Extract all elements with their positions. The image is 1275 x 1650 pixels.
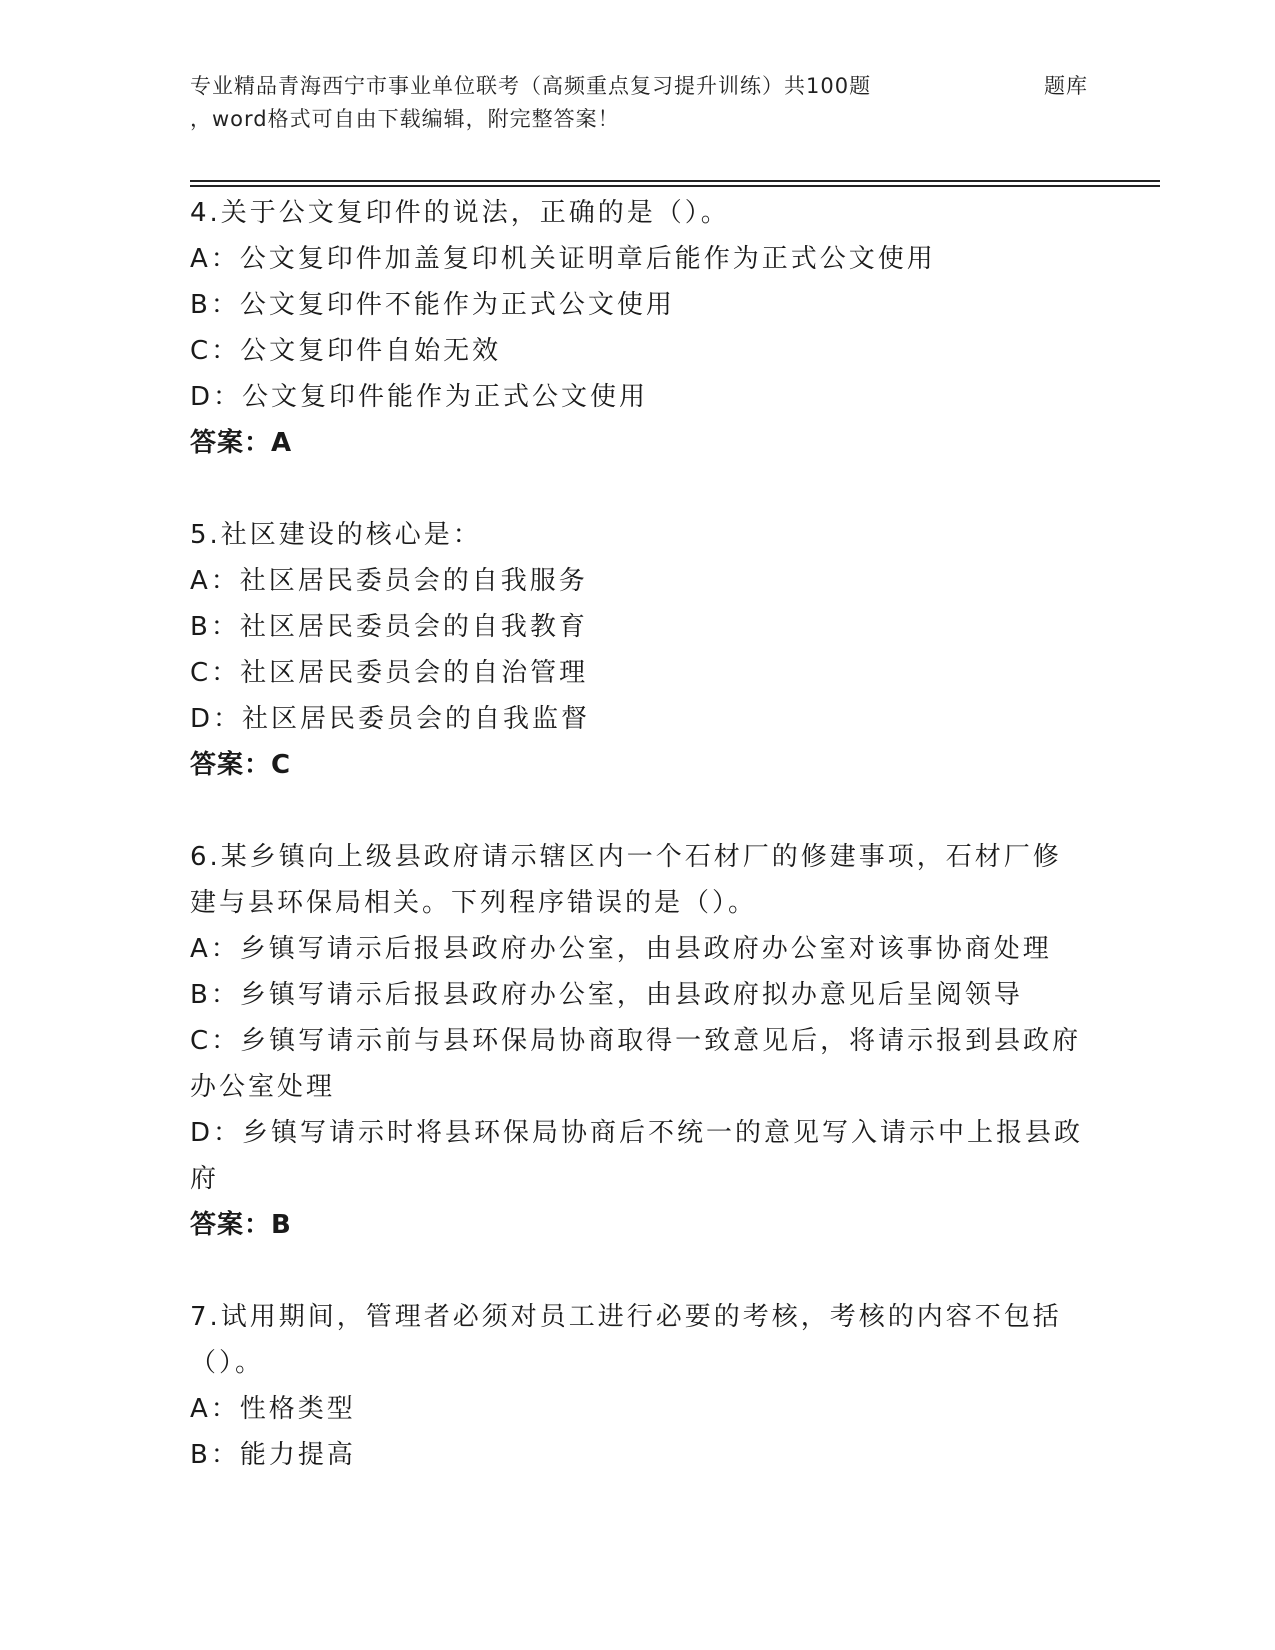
option-a: A：乡镇写请示后报县政府办公室，由县政府办公室对该事协商处理 <box>190 934 1052 964</box>
option-d: D：社区居民委员会的自我监督 <box>190 704 591 734</box>
option-c-line-2: 办公室处理 <box>190 1072 336 1102</box>
option-b: B：公文复印件不能作为正式公文使用 <box>190 290 675 320</box>
question-stem: 4.关于公文复印件的说法，正确的是（）。 <box>190 198 730 228</box>
question-block <box>190 512 1090 788</box>
option-a: A：性格类型 <box>190 1394 356 1424</box>
option-c: C：社区居民委员会的自治管理 <box>190 658 589 688</box>
option-d-line-1: D：乡镇写请示时将县环保局协商后不统一的意见写入请示中上报县政 <box>190 1118 1084 1148</box>
option-c: C：公文复印件自始无效 <box>190 336 502 366</box>
question-stem-line-2: 建与县环保局相关。下列程序错误的是（）。 <box>190 888 758 918</box>
header-tag: 题库 <box>1044 74 1088 98</box>
question-block <box>190 1294 1090 1478</box>
header-title: 专业精品青海西宁市事业单位联考（高频重点复习提升训练）共100题 <box>190 74 872 98</box>
question-list <box>190 190 1090 1478</box>
answer: 答案：B <box>190 1210 292 1240</box>
answer: 答案：A <box>190 428 293 458</box>
header-subtitle: ，word格式可自由下载编辑，附完整答案！ <box>190 107 620 131</box>
question-stem: 5.社区建设的核心是： <box>190 520 482 550</box>
option-b: B：社区居民委员会的自我教育 <box>190 612 588 642</box>
option-d-line-2: 府 <box>190 1164 220 1194</box>
option-a: A：社区居民委员会的自我服务 <box>190 566 588 596</box>
question-stem-line-1: 6.某乡镇向上级县政府请示辖区内一个石材厂的修建事项，石材厂修 <box>190 842 1062 872</box>
question-block <box>190 190 1090 466</box>
header-rule-bottom <box>190 185 1160 187</box>
page-header <box>190 70 1160 136</box>
option-a: A：公文复印件加盖复印机关证明章后能作为正式公文使用 <box>190 244 936 274</box>
option-b: B：能力提高 <box>190 1440 356 1470</box>
question-block <box>190 834 1090 1248</box>
option-b: B：乡镇写请示后报县政府办公室，由县政府拟办意见后呈阅领导 <box>190 980 1023 1010</box>
option-c-line-1: C：乡镇写请示前与县环保局协商取得一致意见后，将请示报到县政府 <box>190 1026 1082 1056</box>
answer: 答案：C <box>190 750 292 780</box>
question-stem-line-2: （）。 <box>190 1348 265 1378</box>
option-d: D：公文复印件能作为正式公文使用 <box>190 382 649 412</box>
question-stem-line-1: 7.试用期间，管理者必须对员工进行必要的考核，考核的内容不包括 <box>190 1302 1062 1332</box>
header-rule-top <box>190 180 1160 182</box>
header-title-row <box>190 70 1090 103</box>
